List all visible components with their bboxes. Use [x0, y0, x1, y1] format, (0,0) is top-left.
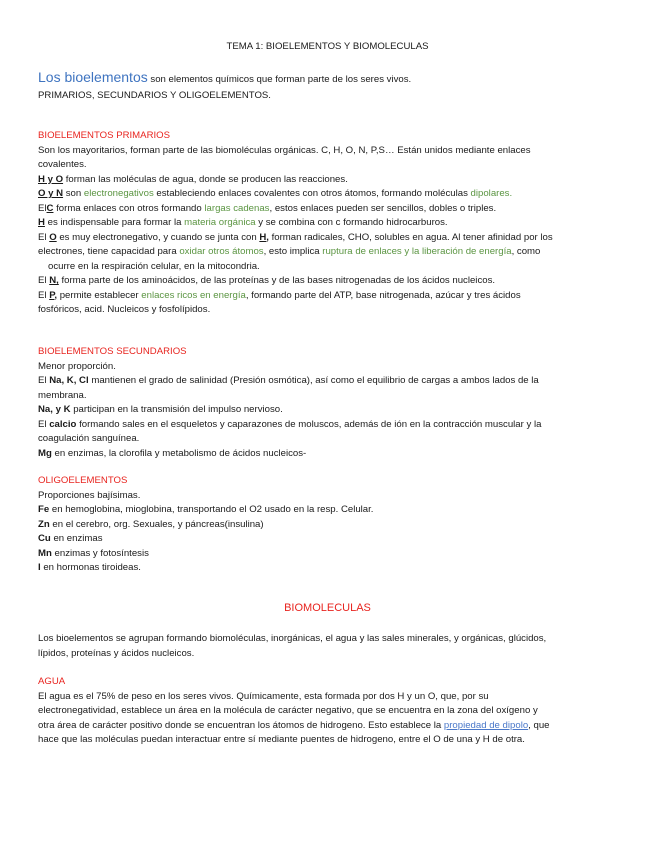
text: formando sales en el esqueletos y caparazones de moluscos, además de ión en la contracción muscular y la — [79, 418, 542, 430]
keyword: Mg — [38, 447, 52, 459]
primarios-line: ocurre en la respiración celular, en la mitocondria. — [48, 260, 260, 272]
agua-heading: AGUA — [38, 676, 66, 687]
text: El — [38, 275, 47, 286]
agua-section — [38, 675, 618, 748]
primarios-line: fosfóricos, acid. Nucleicos y fosfolípidos. — [38, 304, 211, 315]
propiedad-dipolo-link[interactable]: propiedad de dipolo — [443, 719, 529, 731]
text: forma enlaces con otros formando — [56, 202, 202, 214]
primarios-line — [38, 274, 618, 289]
secundarios-line: membrana. — [38, 389, 87, 401]
primarios-line — [38, 231, 618, 246]
primarios-line — [38, 202, 618, 217]
primarios-line — [38, 289, 618, 304]
keyword: H y O — [38, 173, 64, 185]
keyword: O — [49, 231, 57, 243]
biomoleculas-paragraph — [38, 632, 618, 661]
biomoleculas-heading: BIOMOLECULAS — [284, 602, 371, 614]
keyword: Na, K, Cl — [49, 375, 89, 386]
secundarios-line — [38, 374, 618, 389]
highlight: enlaces ricos en energía — [141, 289, 246, 301]
text: electrones, tiene capacidad para — [38, 246, 177, 257]
highlight: oxidar otros átomos — [179, 246, 264, 257]
text: El — [38, 375, 47, 386]
agua-line: electronegatividad, establece un área en la molécula de carácter negativo, que se encuentra en la zona del oxígeno y — [38, 705, 538, 716]
secundarios-line — [38, 403, 618, 418]
primarios-line — [38, 216, 618, 231]
text: El — [38, 231, 47, 243]
oligo-line: Proporciones bajísimas. — [38, 489, 141, 501]
primarios-line: Son los mayoritarios, forman parte de las biomoléculas orgánicas. C, H, O, N, P,S… Están unidos mediante enlaces — [38, 144, 531, 156]
text: es muy electronegativo, y cuando se junta con — [59, 231, 257, 243]
text: , estos enlaces pueden ser sencillos, dobles o triples. — [269, 202, 497, 214]
text: forma parte de los aminoácidos, de las proteínas y de las bases nitrogenadas de los ácidos nucleicos. — [61, 275, 496, 286]
paragraph-line: Los bioelementos se agrupan formando biomoléculas, inorgánicas, el agua y las sales minerales, y orgánicas, glúcidos, — [38, 633, 547, 644]
keyword: Zn — [38, 518, 50, 530]
highlight: largas cadenas — [204, 202, 270, 214]
keyword: Na, y K — [38, 404, 71, 415]
primarios-line — [38, 245, 618, 260]
text: forman las moléculas de agua, donde se producen las reacciones. — [65, 173, 348, 185]
keyword: Fe — [38, 504, 50, 515]
text: en hormonas tiroideas. — [43, 562, 141, 573]
text: participan en la transmisión del impulso nervioso. — [73, 404, 283, 415]
oligo-section — [38, 474, 618, 576]
keyword: calcio — [49, 418, 77, 430]
highlight: ruptura de enlaces y la liberación de energía — [322, 246, 512, 257]
text: en enzimas — [53, 533, 103, 544]
keyword: H — [38, 217, 45, 228]
text: El — [38, 289, 47, 301]
text: El — [38, 418, 47, 430]
secundarios-line — [38, 418, 618, 433]
text: son — [65, 188, 82, 199]
keyword: Mn — [38, 547, 52, 559]
text: otra área de carácter positivo donde se encuentran los átomos de hidrogeno. Esto establece la — [38, 719, 442, 731]
text: y se combina con c formando hidrocarburos. — [258, 217, 448, 228]
text: mantienen el grado de salinidad (Presión osmótica), así como el equilibrio de cargas a ambos lados de la — [91, 375, 539, 386]
primarios-line — [38, 187, 618, 202]
primarios-section — [38, 129, 618, 318]
text: , esto implica — [263, 246, 320, 257]
keyword: Cu — [38, 533, 51, 544]
oligo-heading: OLIGOELEMENTOS — [38, 475, 128, 486]
text: , formando parte del ATP, base nitrogenada, azúcar y tres ácidos — [245, 289, 521, 301]
text: permite establecer — [59, 289, 139, 301]
document-title: TEMA 1: BIOELEMENTOS Y BIOMOLECULAS — [226, 41, 429, 52]
text: enzimas y fotosíntesis — [54, 547, 149, 559]
oligo-line — [38, 532, 618, 547]
keyword: C — [46, 202, 54, 214]
keyword: H, — [259, 231, 269, 243]
oligo-line — [38, 561, 618, 576]
primarios-line: covalentes. — [38, 159, 87, 170]
text: en hemoglobina, mioglobina, transportando el O2 usado en la resp. Celular. — [51, 504, 374, 515]
paragraph-line: lípidos, proteínas y ácidos nucleicos. — [38, 647, 195, 659]
text: forman radicales, CHO, solubles en agua. Al tener afinidad por los — [271, 231, 553, 243]
primarios-heading: BIOELEMENTOS PRIMARIOS — [38, 130, 171, 141]
secundarios-line — [38, 447, 618, 462]
highlight: dipolares. — [470, 188, 513, 199]
oligo-line — [38, 518, 618, 533]
oligo-line — [38, 547, 618, 562]
intro-section — [38, 68, 618, 104]
agua-line — [38, 719, 618, 734]
text: , como — [511, 246, 541, 257]
secundarios-heading: BIOELEMENTOS SECUNDARIOS — [38, 346, 187, 357]
text: estableciendo enlaces covalentes con otros átomos, formando moléculas — [156, 188, 468, 199]
secundarios-line: coagulación sanguínea. — [38, 433, 140, 444]
intro-line2: PRIMARIOS, SECUNDARIOS Y OLIGOELEMENTOS. — [38, 90, 271, 101]
highlight: electronegativos — [83, 188, 154, 199]
text: es indispensable para formar la — [47, 217, 182, 228]
oligo-line — [38, 503, 618, 518]
secundarios-line: Menor proporción. — [38, 360, 116, 372]
text: El — [38, 202, 47, 214]
secundarios-section — [38, 345, 618, 461]
text: en enzimas, la clorofila y metabolismo de ácidos nucleicos- — [54, 447, 307, 459]
highlight: materia orgánica — [184, 217, 256, 228]
agua-line: hace que las moléculas puedan interactuar entre sí mediante puentes de hidrogeno, entre el O de una y H de otra. — [38, 734, 525, 745]
keyword: N, — [49, 275, 59, 286]
intro-text: son elementos químicos que forman parte de los seres vivos. — [150, 74, 412, 85]
text: , que — [528, 719, 550, 731]
keyword: I — [38, 562, 41, 573]
text: en el cerebro, org. Sexuales, y páncreas(insulina) — [52, 518, 264, 530]
intro-lead: Los bioelementos — [38, 69, 148, 85]
primarios-line — [38, 173, 618, 188]
keyword: O y N — [38, 188, 64, 199]
agua-line: El agua es el 75% de peso en los seres vivos. Químicamente, esta formada por dos H y un O, que, por su — [38, 690, 489, 702]
keyword: P, — [49, 289, 58, 301]
